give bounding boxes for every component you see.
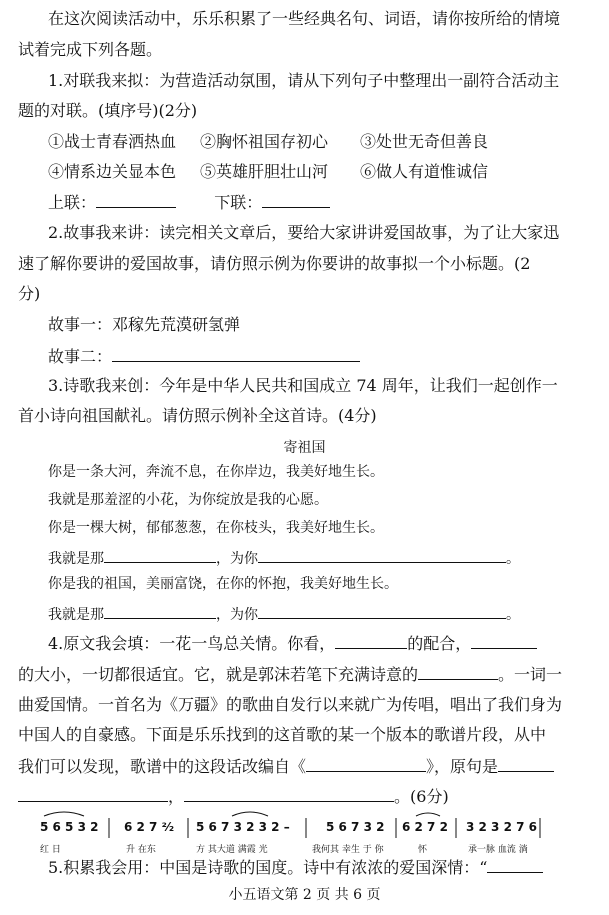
q3-line-2: 首小诗向祖国献礼。请仿照示例补全这首诗。(4分) — [18, 406, 377, 425]
fill-end: 。 — [506, 551, 520, 567]
q4-blank-3[interactable] — [418, 663, 498, 680]
q4-line-1a: 4.原文我会填：一花一鸟总关情。你看， — [48, 634, 336, 653]
option-1: ①战士青春洒热血 — [48, 132, 177, 151]
poem-blank-2[interactable] — [258, 546, 506, 563]
option-2: ②胸怀祖国存初心 — [200, 132, 329, 151]
poem-title: 寄祖国 — [283, 440, 326, 456]
score-note: 5 6 7 3 2 — [326, 820, 385, 834]
q1-line-2: 题的对联。(填序号)(2分) — [18, 101, 198, 120]
q4-line-1 — [48, 632, 537, 655]
q4-line-2a: 的大小，一切都很适宜。它，就是郭沫若笔下充满诗意的 — [18, 665, 419, 684]
poem-line-2: 我就是那羞涩的小花，为你绽放是我的心愿。 — [48, 492, 328, 508]
lower-label: 下联： — [214, 193, 263, 212]
q4-blank-2[interactable] — [471, 632, 537, 649]
q4-line-4: 中国人的自豪感。下面是乐乐找到的这首歌的某一个版本的歌谱片段，从中 — [18, 725, 547, 744]
option-6: ⑥做人有道惟诚信 — [360, 162, 489, 181]
q4-line-6a: ， — [168, 787, 185, 806]
option-4: ④情系边关显本色 — [48, 162, 177, 181]
q1-options-row-1 — [48, 131, 488, 153]
upper-label: 上联： — [48, 193, 97, 212]
q4-line-1b: 的配合， — [407, 634, 472, 653]
q4-blank-1[interactable] — [335, 632, 407, 649]
fill-end: 。 — [506, 607, 520, 623]
q4-line-5b: 》，原句是 — [426, 757, 499, 776]
lyric: 承一脉 血流 淌 — [468, 845, 528, 855]
upper-blank[interactable] — [96, 191, 176, 208]
q4-blank-6[interactable] — [18, 785, 168, 802]
lyric: 方 其大道 满霞 光 — [196, 845, 268, 855]
q1-options-row-2 — [48, 161, 488, 183]
q4-line-6b: 。(6分) — [394, 787, 449, 806]
poem-blank-1[interactable] — [104, 546, 216, 563]
q4-line-5a: 我们可以发现，歌谱中的这段话改编自《 — [18, 757, 307, 776]
lyric: 升 在东 — [126, 845, 156, 855]
fill-prefix: 我就是那 — [48, 551, 104, 567]
story-2-blank[interactable] — [112, 345, 360, 362]
story-1: 故事一：邓稼先荒漠研氢弹 — [48, 315, 241, 334]
score-note: 5 6 7 3 2 3 2 – — [196, 820, 290, 834]
poem-line-4: 你是我的祖国，美丽富饶，在你的怀抱，我美好地生长。 — [48, 576, 398, 592]
score-note: 6 2 7 ²⁄₂ — [124, 820, 175, 834]
q4-line-2 — [18, 663, 562, 686]
q5-line-1-text: 5.积累我会用：中国是诗歌的国度。诗中有浓浓的爱国深情：“ — [48, 858, 488, 877]
music-score — [36, 808, 556, 860]
page-footer: 小五语文第 2 页 共 6 页 — [228, 887, 381, 903]
fill-mid: ，为你 — [216, 607, 258, 623]
q4-line-5 — [18, 755, 554, 778]
poem-line-1: 你是一条大河，奔流不息，在你岸边，我美好地生长。 — [48, 464, 384, 480]
q5-line-1 — [48, 856, 543, 879]
q3-line-1: 3.诗歌我来创：今年是中华人民共和国成立 74 周年，让我们一起创作一 — [48, 376, 558, 395]
poem-line-3: 你是一棵大树，郁郁葱葱，在你枝头，我美好地生长。 — [48, 520, 384, 536]
lyric: 红 日 — [40, 845, 61, 855]
q2-line-1: 2.故事我来讲：读完相关文章后，要给大家讲讲爱国故事，为了让大家迅 — [48, 223, 560, 242]
option-5: ⑤英雄肝胆壮山河 — [200, 162, 329, 181]
q2-line-3: 分) — [18, 284, 41, 303]
lyric: 我何其 幸生 于 你 — [312, 845, 384, 855]
q4-blank-5[interactable] — [498, 755, 554, 772]
poem-fill-row-1 — [48, 546, 520, 569]
fill-prefix: 我就是那 — [48, 607, 104, 623]
poem-blank-3[interactable] — [104, 602, 216, 619]
story-2-row — [48, 345, 360, 368]
q2-line-2: 速了解你要讲的爱国故事，请仿照示例为你要讲的故事拟一个小标题。(2 — [18, 254, 531, 273]
intro-line-2: 试着完成下列各题。 — [18, 40, 163, 59]
q1-answer-row — [48, 191, 330, 214]
poem-blank-4[interactable] — [258, 602, 506, 619]
q5-blank-1[interactable] — [487, 856, 543, 873]
q4-line-6 — [18, 785, 449, 808]
story-2-label: 故事二： — [48, 347, 113, 366]
lyric: 怀 — [418, 845, 428, 855]
q4-blank-7[interactable] — [184, 785, 394, 802]
q4-line-3: 曲爱国情。一首名为《万疆》的歌曲自发行以来就广为传唱，唱出了我们身为 — [18, 695, 563, 714]
q1-line-1: 1.对联我来拟：为营造活动氛围，请从下列句子中整理出一副符合活动主 — [48, 71, 560, 90]
option-3: ③处世无奇但善良 — [360, 132, 489, 151]
score-note: 3 2 3 2 7 6 — [466, 820, 537, 834]
score-note: 6 2 7 2 — [402, 820, 448, 834]
lower-blank[interactable] — [262, 191, 330, 208]
q4-blank-4[interactable] — [306, 755, 426, 772]
score-note: 5 6 5 3 2 — [40, 820, 99, 834]
poem-fill-row-2 — [48, 602, 520, 625]
fill-mid: ，为你 — [216, 551, 258, 567]
q4-line-2b: 。一词一 — [498, 665, 563, 684]
intro-line-1: 在这次阅读活动中，乐乐积累了一些经典名句、词语，请你按所给的情境 — [48, 9, 561, 28]
